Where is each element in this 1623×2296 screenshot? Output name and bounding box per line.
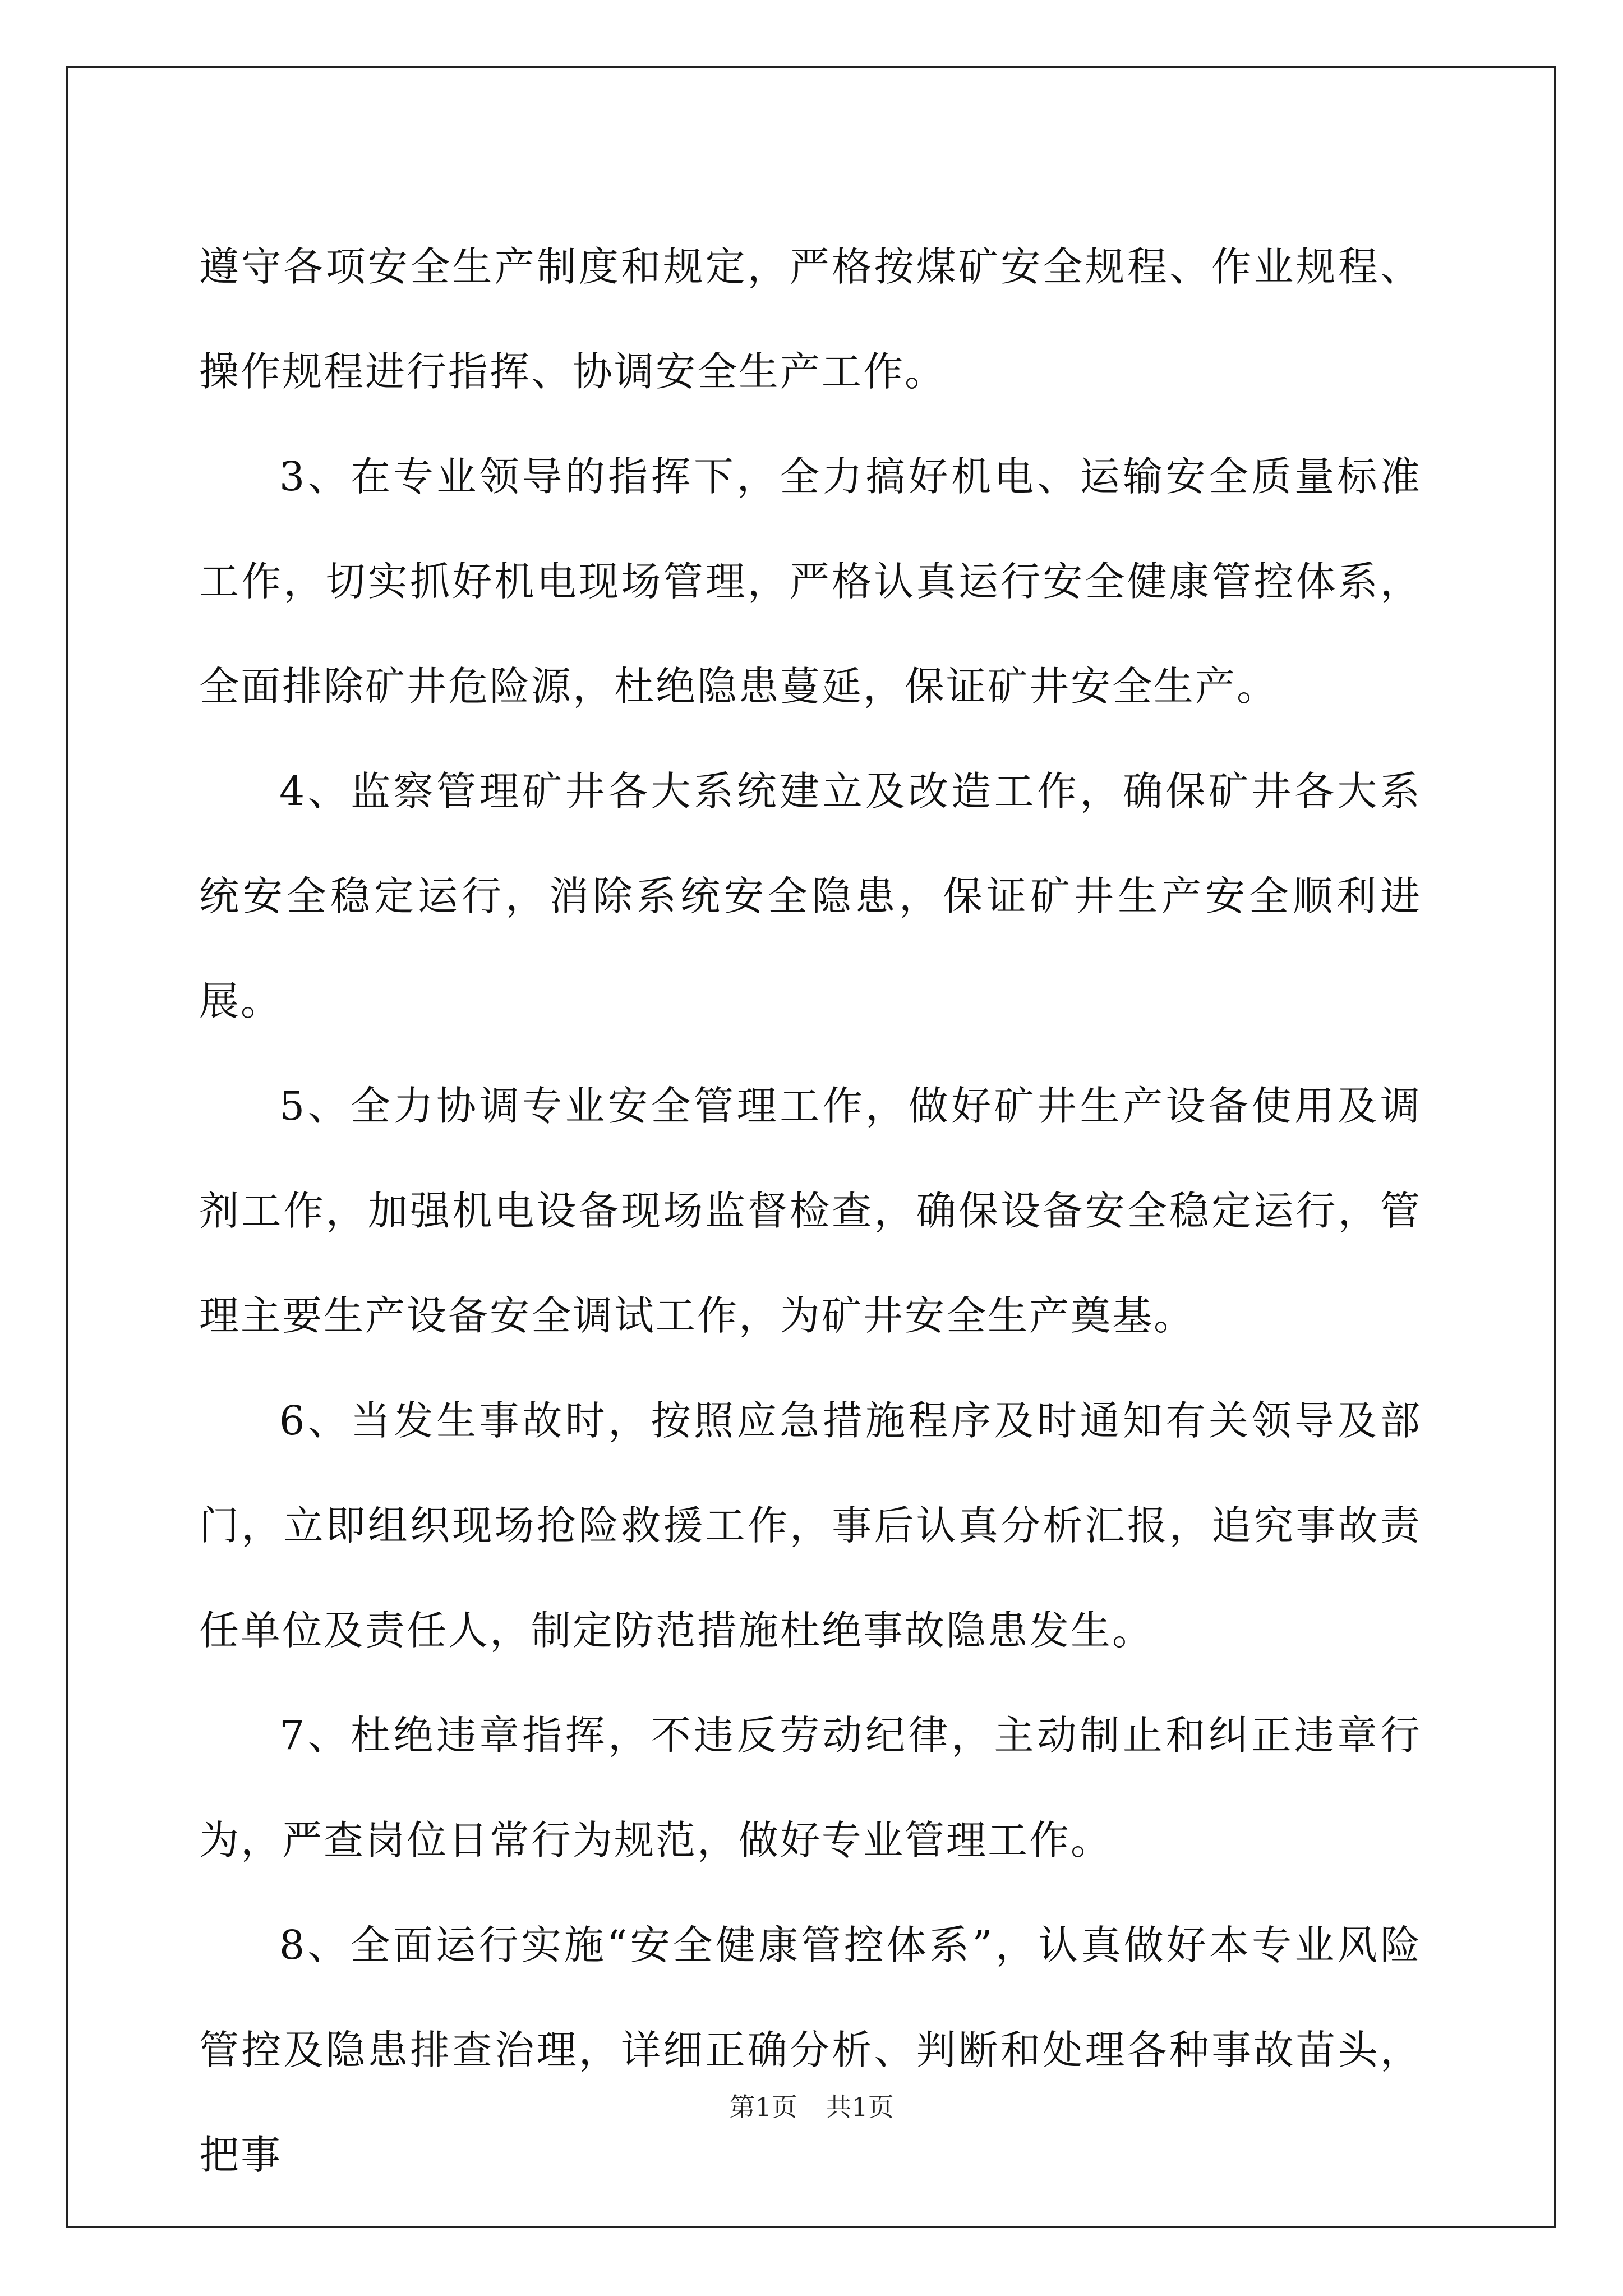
paragraph-item-8: 8、全面运行实施“安全健康管控体系”，认真做好本专业风险管控及隐患排查治理，详细正确分析、判断和处理各种事故苗头，把事 xyxy=(199,1922,1422,2178)
page-number-total: 共1页 xyxy=(826,2092,894,2122)
paragraph-continuation: 遵守各项安全生产制度和规定，严格按煤矿安全规程、作业规程、操作规程进行指挥、协调安全生产工作。 xyxy=(199,243,1422,395)
paragraph-item-6: 6、当发生事故时，按照应急措施程序及时通知有关领导及部门，立即组织现场抢险救援工作，事后认真分析汇报，追究事故责任单位及责任人，制定防范措施杜绝事故隐患发生。 xyxy=(199,1397,1422,1654)
document-body xyxy=(199,214,1422,2207)
paragraph-item-5: 5、全力协调专业安全管理工作，做好矿井生产设备使用及调剂工作，加强机电设备现场监督检查，确保设备安全稳定运行，管理主要生产设备安全调试工作，为矿井安全生产奠基。 xyxy=(199,1083,1422,1339)
paragraph-item-4: 4、监察管理矿井各大系统建立及改造工作，确保矿井各大系统安全稳定运行，消除系统安全隐患，保证矿井生产安全顺利进展。 xyxy=(199,768,1422,1024)
paragraph-item-7: 7、杜绝违章指挥，不违反劳动纪律，主动制止和纠正违章行为，严查岗位日常行为规范，做好专业管理工作。 xyxy=(199,1712,1422,1864)
paragraph-item-3: 3、在专业领导的指挥下，全力搞好机电、运输安全质量标准工作，切实抓好机电现场管理，严格认真运行安全健康管控体系，全面排除矿井危险源，杜绝隐患蔓延，保证矿井安全生产。 xyxy=(199,453,1422,710)
page-number-current: 第1页 xyxy=(729,2092,797,2122)
page-footer xyxy=(0,2090,1623,2124)
